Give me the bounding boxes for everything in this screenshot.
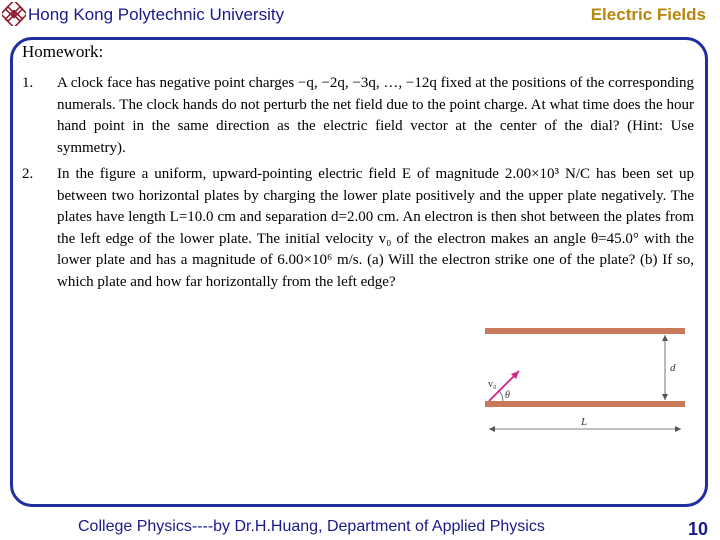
upper-plate xyxy=(485,328,685,334)
problem-1 xyxy=(22,73,694,159)
dimension-d-arrow-bottom xyxy=(662,394,668,400)
dimension-L-arrow-left xyxy=(489,426,495,432)
page-number: 10 xyxy=(687,519,708,539)
label-L: L xyxy=(581,416,588,428)
university-name: Hong Kong Polytechnic University xyxy=(28,5,285,24)
footer-credit: College Physics----by Dr.H.Huang, Department of Applied Physics xyxy=(78,518,545,535)
parallel-plates-figure xyxy=(485,325,685,443)
label-d: d xyxy=(670,362,676,374)
label-v0: v₀ xyxy=(488,379,497,390)
homework-title: Homework: xyxy=(22,42,104,61)
label-theta: θ xyxy=(505,390,510,401)
problem-text: A clock face has negative point charges −q, −2q, −3q, …, −12q fixed at the positions of the corresponding numerals. The clock hands do not perturb the net field due to the point charge. At what time does the hour hand point in the same direction as the electric field vector at the center of the dial? (Hint: Use symmetry). xyxy=(57,75,694,156)
lower-plate xyxy=(485,401,685,407)
problem-2 xyxy=(22,164,694,293)
slide-topic: Electric Fields xyxy=(590,5,706,24)
dimension-d-arrow-top xyxy=(662,335,668,341)
problem-text: In the figure a uniform, upward-pointing electric field E of magnitude 2.00×10³ N/C has been set up between two horizontal plates by charging the lower plate positively and the upper plate negatively. The plates have length L=10.0 cm and separation d=2.00 cm. An electron is then shot between the plates from the left edge of the lower plate. The initial velocity v₀ of the electron makes an angle θ=45.0° with the lower plate and has a magnitude of 6.00×10⁶ m/s. (a) Will the electron strike one of the plate? (b) If so, which plate and how far horizontally from the left edge? xyxy=(57,166,694,290)
problem-number: 1. xyxy=(22,75,34,91)
angle-arc xyxy=(499,391,503,401)
dimension-L-arrow-right xyxy=(675,426,681,432)
university-logo-icon xyxy=(2,2,26,26)
problem-number: 2. xyxy=(22,166,34,182)
